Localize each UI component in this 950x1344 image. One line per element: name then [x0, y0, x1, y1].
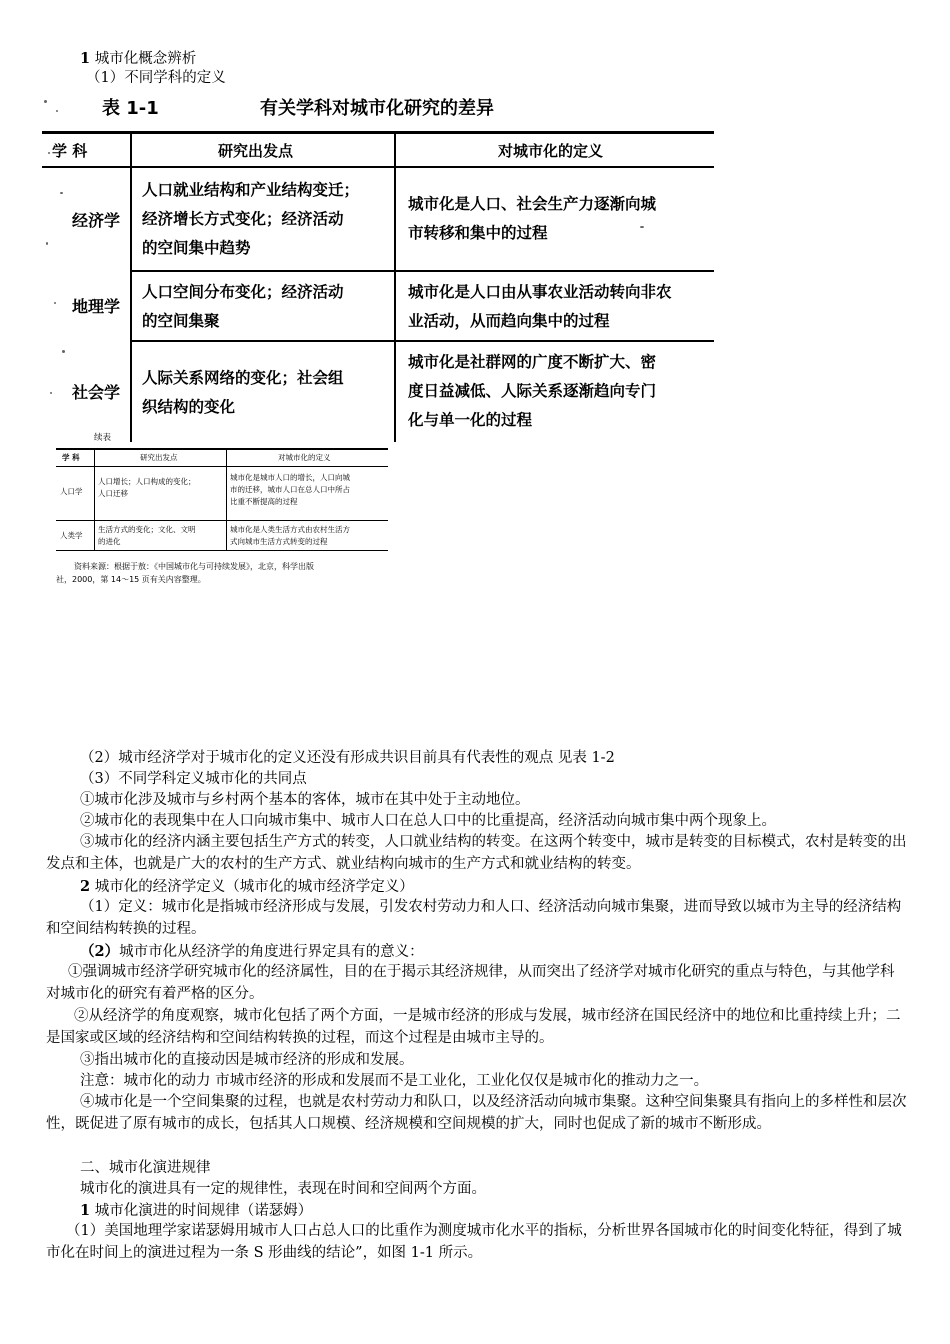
header-definition: 对城市化的定义	[498, 142, 604, 160]
note-line: 注意：城市化的动力 市城市经济的形成和发展而不是工业化，工业化仅仅是城市化的推动力之一。	[80, 1073, 709, 1089]
scan-speck	[48, 152, 50, 154]
cont-col-rule	[226, 449, 227, 550]
cont-row-definition: 城市化是城市人口的增长，人口向城 市的迁移，城市人口在总人口中所占 比重不断提高的过程	[230, 473, 350, 506]
meaning-point-4: ④城市化是一个空间集聚的过程，也就是农村劳动力和队口，以及经济活动向城市集聚。这种空间集聚具有指向上的多样性和层次性，既促进了原有城市的成长，包括其人口规模、经济规模和空间规模的扩大，同时也促成了新的城市不断形成。	[46, 1094, 907, 1132]
row-definition: 城市化是人口由从事农业活动转向非农 业活动，从而趋向集中的过程	[408, 283, 672, 330]
cont-bottom-rule	[56, 550, 388, 551]
row-origin: 人际关系网络的变化；社会组 织结构的变化	[142, 369, 344, 416]
table-row-rule	[130, 340, 714, 342]
cont-row-origin: 生活方式的变化；文化、文明 的进化	[98, 525, 196, 546]
subheading-definitions: （1）不同学科的定义	[86, 70, 226, 86]
northam-paragraph: （1）美国地理学家诺瑟姆用城市人口占总人口的比重作为测度城市化水平的指标，分析世界各国城市化的时间变化特征，得到了城市化在时间上的演进过程为一条 S 形曲线的结论”，如图 1-1 所示。	[46, 1223, 902, 1261]
section-heading-2: 2 城市化的经济学定义（城市化的城市经济学定义）	[80, 878, 414, 895]
cont-row-rule	[56, 520, 388, 521]
row-subject: 地理学	[72, 297, 121, 316]
header-subject: 学 科	[52, 142, 88, 160]
common-point-3: ③城市化的经济内涵主要包括生产方式的转变，人口就业结构的转变。在这两个转变中，城市是转变的目标模式，农村是转变的出发点和主体，也就是广大的农村的生产方式、就业结构向城市的生产方式和就业结构的转变。	[46, 834, 907, 872]
section-heading-1: 1 城市化概念辨析	[80, 50, 197, 67]
table-label: 表 1-1	[102, 98, 159, 119]
table-1-1	[42, 92, 714, 442]
table-title: 有关学科对城市化研究的差异	[260, 98, 494, 119]
row-definition: 城市化是人口、社会生产力逐渐向城 市转移和集中的过程	[408, 195, 657, 242]
scan-speck	[44, 100, 47, 103]
row-origin: 人口就业结构和产业结构变迁； 经济增长方式变化；经济活动 的空间集中趋势	[142, 181, 360, 257]
cont-row-origin: 人口增长；人口构成的变化； 人口迁移	[98, 477, 196, 498]
cont-top-rule	[56, 448, 388, 450]
cont-row-subject: 人类学	[60, 531, 83, 540]
meaning-heading: （2）城市市化从经济学的角度进行界定具有的意义：	[80, 943, 424, 960]
continued-label: 续表	[94, 433, 112, 443]
meaning-point-2: ②从经济学的角度观察，城市化包括了两个方面，一是城市经济的形成与发展，城市经济在国民经济中的地位和比重持续上升；二是国家或区域的经济结构和空间结构转换的过程，而这个过程是由城市主导的。	[46, 1008, 901, 1046]
scan-speck	[62, 350, 65, 353]
row-subject: 社会学	[72, 383, 121, 402]
cont-header-subject: 学 科	[62, 453, 80, 462]
section-2-heading: 二、城市化演进规律	[80, 1160, 211, 1176]
cont-row-subject: 人口学	[60, 487, 83, 496]
cont-header-definition: 对城市化的定义	[278, 453, 331, 462]
table-1-1-continued	[56, 432, 396, 594]
meaning-point-3: ③指出城市化的直接动因是城市经济的形成和发展。	[80, 1052, 414, 1068]
section-2-intro: 城市化的演进具有一定的规律性，表现在时间和空间两个方面。	[80, 1181, 486, 1197]
table-row-rule	[130, 270, 714, 272]
scan-speck	[50, 392, 52, 394]
row-definition: 城市化是社群网的广度不断扩大、密 度日益减低、人际关系逐渐趋向专门 化与单一化的过程	[408, 353, 657, 429]
common-point-1: ①城市化涉及城市与乡村两个基本的客体，城市在其中处于主动地位。	[80, 792, 530, 808]
paragraph-3: （3）不同学科定义城市化的共同点	[80, 771, 307, 787]
common-point-2: ②城市化的表现集中在人口向城市集中、城市人口在总人口中的比重提高，经济活动向城市集中两个现象上。	[80, 813, 776, 829]
cont-header-rule	[56, 466, 388, 467]
cont-header-origin: 研究出发点	[140, 453, 178, 462]
table-header-rule	[42, 166, 714, 168]
table-col-rule	[394, 132, 396, 442]
definition-paragraph: （1）定义：城市化是指城市经济形成与发展，引发农村劳动力和人口、经济活动向城市集聚，进而导致以城市为主导的经济结构和空间结构转换的过程。	[46, 899, 902, 937]
table-top-rule	[42, 131, 714, 134]
header-origin: 研究出发点	[218, 142, 294, 160]
cont-col-rule	[94, 449, 95, 550]
table-col-rule	[130, 132, 132, 442]
meaning-point-1: ①强调城市经济学研究城市化的经济属性，目的在于揭示其经济规律，从而突出了经济学对城市化研究的重点与特色，与其他学科对城市化的研究有着严格的区分。	[46, 964, 895, 1002]
row-subject: 经济学	[72, 211, 121, 230]
section-heading-3: 1 城市化演进的时间规律（诺瑟姆）	[80, 1202, 313, 1219]
row-origin: 人口空间分布变化；经济活动 的空间集聚	[142, 283, 344, 330]
scan-speck	[54, 302, 56, 304]
scan-speck	[56, 110, 58, 112]
table-source: 资料来源：根据于敖：《中国城市化与可持续发展》，北京，科学出版 社，2000，第 14～15 页有关内容整理。	[56, 562, 314, 584]
paragraph-2: （2）城市经济学对于城市化的定义还没有形成共识目前具有代表性的观点 见表 1-2	[80, 750, 615, 766]
scan-speck	[46, 242, 48, 245]
scan-speck	[60, 192, 63, 194]
cont-row-definition: 城市化是人类生活方式由农村生活方 式向城市生活方式转变的过程	[230, 525, 350, 546]
